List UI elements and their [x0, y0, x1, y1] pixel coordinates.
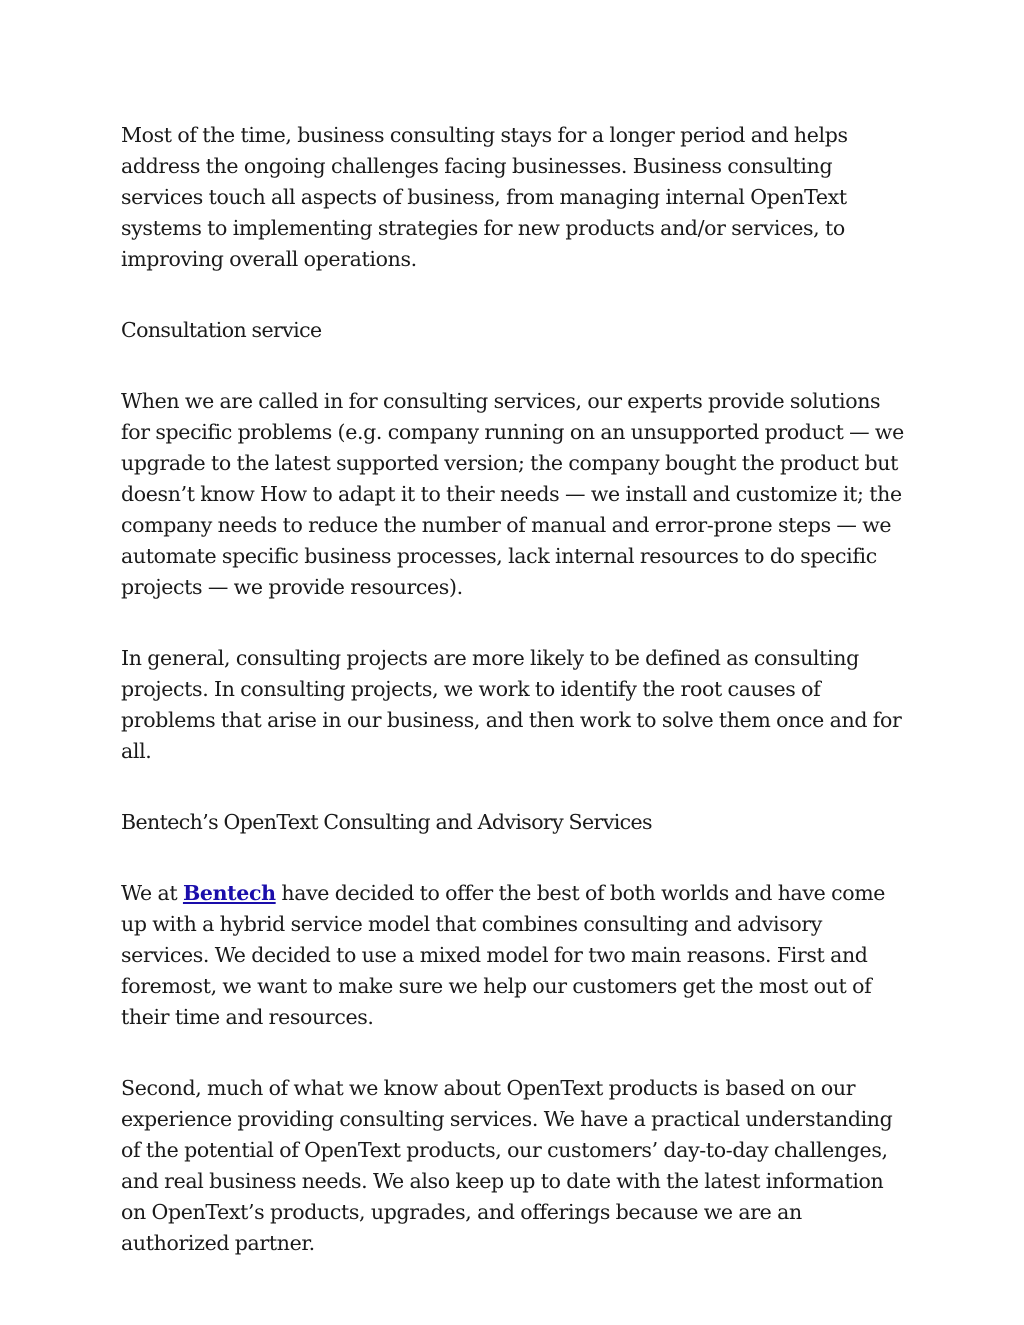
section-heading-bentech: Bentech’s OpenText Consulting and Advisory Services — [121, 810, 652, 834]
bentech-paragraph — [121, 878, 911, 1033]
general-paragraph: In general, consulting projects are more likely to be defined as consulting projects. In consulting projects, we work to identify the root causes of problems that arise in our business, and then work to solve them once and for all. — [121, 646, 902, 763]
bentech-text-before: We at — [121, 881, 183, 905]
document-page — [121, 120, 911, 1299]
intro-paragraph: Most of the time, business consulting stays for a longer period and helps address the ongoing challenges facing businesses. Business consulting services touch all aspects of business, from managing internal OpenText systems to implementing strategies for new products and/or services, to improving overall operations. — [121, 123, 848, 271]
section-heading-consultation: Consultation service — [121, 318, 322, 342]
bentech-text-after: have decided to offer the best of both worlds and have come up with a hybrid service model that combines consulting and advisory services. We decided to use a mixed model for two main reasons. First and foremost, we want to make sure we help our customers get the most out of their time and resources. — [121, 881, 886, 1029]
bentech-link[interactable]: Bentech — [182, 881, 276, 905]
consultation-paragraph: When we are called in for consulting services, our experts provide solutions for specific problems (e.g. company running on an unsupported product — we upgrade to the latest supported version; the company bought the product but doesn’t know How to adapt it to their needs — we install and customize it; the company needs to reduce the number of manual and error-prone steps — we automate specific business processes, lack internal resources to do specific projects — we provide resources). — [121, 389, 904, 599]
experience-paragraph: Second, much of what we know about OpenText products is based on our experience providing consulting services. We have a practical understanding of the potential of OpenText products, our customers’ day-to-day challenges, and real business needs. We also keep up to date with the latest information on OpenText’s products, upgrades, and offerings because we are an authorized partner. — [121, 1076, 893, 1255]
